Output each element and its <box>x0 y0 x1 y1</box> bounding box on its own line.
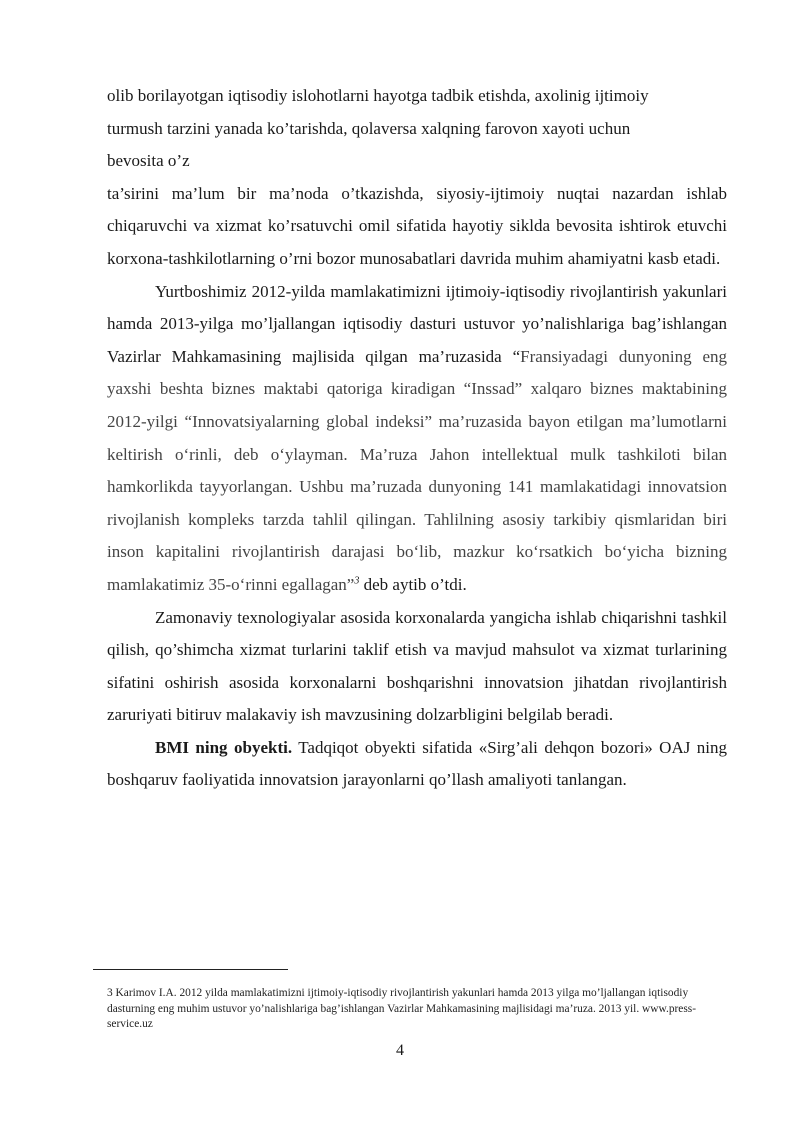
object-text: Tadqiqot obyekti sifatida «Sirg’ali dehqon bozori» OAJ ning boshqaruv faoliyatida innovatsion jarayonlarni qo’llash amaliyoti tanlangan. <box>107 737 727 790</box>
opening-line-2: turmush tarzini yanada ko’tarishda, qolaversa xalqning farovon xayoti uchun <box>107 118 631 138</box>
opening-line-3: bevosita o’z <box>107 151 190 171</box>
paragraph-opening <box>107 80 727 178</box>
paragraph-relevance: Zamonaviy texnologiyalar asosida korxonalarda yangicha ishlab chiqarishni tashkil qilish, qo’shimcha xizmat turlarini taklif etish va mavjud mahsulot va xizmat turlarining sifatini oshirish asosida korxonalarni boshqarishni innovatsion jihatdan rivojlantirish zaruriyati bitiruv malakaviy ish mavzusining dolzarbligini belgilab beradi. <box>107 607 727 725</box>
quote-intro: Yurtboshimiz 2012-yilda mamlakatimizni ijtimoiy-iqtisodiy rivojlantirish yakunlari hamda 2013-yilga mo’ljallangan iqtisodiy dasturi ustuvor yo’nalishlariga bag’ishlangan Vazirlar Mahkamasining majlisida qilgan ma’ruzasida “ <box>107 281 727 366</box>
opening-line-1: olib borilayotgan iqtisodiy islohotlarni hayotga tadbik etishda, axolinig ijtimoiy <box>107 86 649 105</box>
page-number: 4 <box>396 1042 404 1059</box>
paragraph-object <box>107 732 727 797</box>
paragraph-continuation: ta’sirini ma’lum bir ma’noda o’tkazishda, siyosiy-ijtimoiy nuqtai nazardan ishlab chiqaruvchi va xizmat ko’rsatuvchi omil sifatida hayotiy siklda bevosita ishtirok etuvchi korxona-tashkilotlarning o’rni bozor munosabatlari davrida muhim ahamiyatni kasb etadi. <box>107 183 727 268</box>
footnote-reference[interactable]: 3 <box>354 575 360 587</box>
footnote-text: 3 Karimov I.A. 2012 yilda mamlakatimizni ijtimoiy-iqtisodiy rivojlantirish yakunlari hamda 2013 yilga mo’ljallangan iqtisodiy dasturning eng muhim ustuvor yo’nalishlariga bag’ishlangan Vazirlar Mahkamasining majlisidagi ma’ruza. 2013 yil. www.press-service.uz <box>107 987 697 1030</box>
object-heading: BMI ning obyekti. <box>155 737 293 757</box>
quote-ending: deb aytib o’tdi. <box>359 574 467 594</box>
paragraph-quote <box>107 276 727 602</box>
footnote-separator <box>93 969 288 970</box>
body-text <box>107 80 727 797</box>
quote-text: Fransiyadagi dunyoning eng yaxshi beshta biznes maktabi qatoriga kiradigan “Inssad” xalqaro biznes maktabining 2012-yilgi “Innovatsiyalarning global indeksi” ma’ruzasida bayon etilgan ma’lumotlarni keltirish o‘rinli, deb o‘ylayman. Ma’ruza Jahon intellektual mulk tashkiloti bilan hamkorlikda tayyorlangan. Ushbu ma’ruzada dunyoning 141 mamlakatidagi innovatsion rivojlanish kompleks tarzda tahlil qilingan. Tahlilning asosiy tarkibiy qismlaridan biri inson kapitalini rivojlantirish darajasi bo‘lib, mazkur ko‘rsatkich bo‘yicha bizning mamlakatimiz 35-o‘rinni egallagan” <box>107 346 727 594</box>
